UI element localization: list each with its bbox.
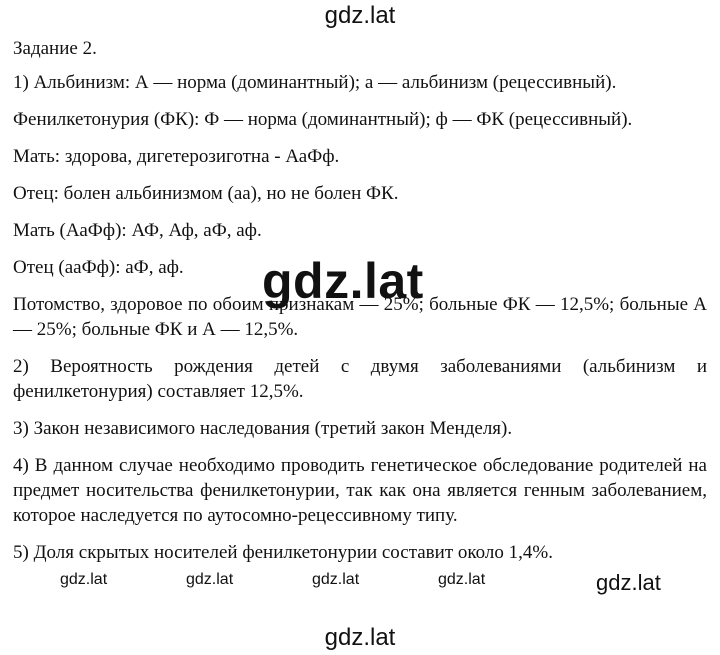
watermark-small: gdz.lat (312, 571, 360, 588)
watermark-bottom: gdz.lat (324, 624, 396, 651)
task-title: Задание 2. (13, 38, 97, 59)
watermark-small: gdz.lat (186, 571, 234, 588)
paragraph-answer-2: 2) Вероятность рождения детей с двумя заболеваниями (альбинизм и фенилкетонурия) составляет 12,5%. (13, 356, 707, 402)
paragraph-answer-5: 5) Доля скрытых носителей фенилкетонурии составит около 1,4%. (13, 542, 553, 563)
paragraph-albinism: 1) Альбинизм: А — норма (доминантный); а — альбинизм (рецессивный). (13, 72, 617, 93)
paragraph-father: Отец: болен альбинизмом (аа), но не болен ФК. (13, 183, 399, 204)
watermark-top: gdz.lat (324, 2, 396, 29)
paragraph-mother: Мать: здорова, дигетерозиготна - АаФф. (13, 146, 340, 167)
paragraph-mother-gametes: Мать (АаФф): АФ, Аф, аФ, аф. (13, 220, 262, 241)
paragraph-father-gametes: Отец (ааФф): аФ, аф. (13, 257, 184, 278)
watermark-small: gdz.lat (438, 571, 486, 588)
paragraph-answer-3: 3) Закон независимого наследования (третий закон Менделя). (13, 418, 513, 439)
paragraph-answer-4: 4) В данном случае необходимо проводить генетическое обследование родителей на предмет носительства фенилкетонурии, так как она является генным заболеванием, которое наследуется по аутосомно-рецессивному типу. (13, 455, 707, 526)
paragraph-offspring: Потомство, здоровое по обоим признакам — 25%; больные ФК — 12,5%; больные А — 25%; больные ФК и А — 12,5%. (13, 294, 707, 340)
watermark-right: gdz.lat (596, 570, 661, 595)
watermark-small: gdz.lat (60, 571, 108, 588)
watermark-large: gdz.lat (262, 253, 424, 309)
paragraph-pku: Фенилкетонурия (ФК): Ф — норма (доминантный); ф — ФК (рецессивный). (13, 109, 633, 130)
